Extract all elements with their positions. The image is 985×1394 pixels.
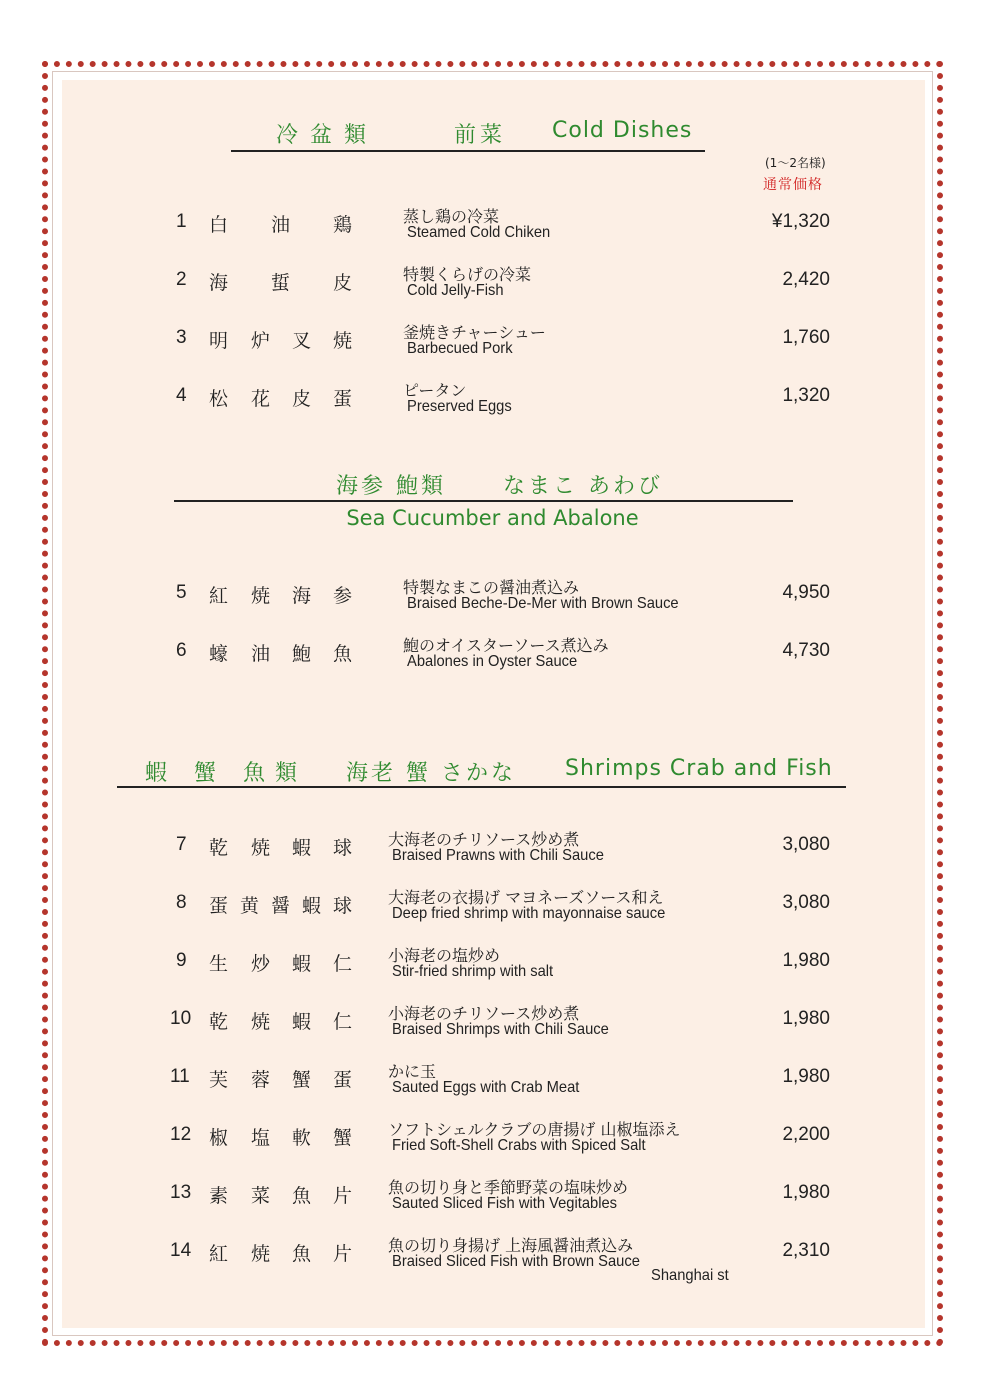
item-number: 2 xyxy=(176,269,187,290)
item-chinese-char: 焼 xyxy=(251,1011,271,1033)
item-chinese-char: 花 xyxy=(251,388,271,410)
item-price: 1,760 xyxy=(782,327,830,348)
item-chinese-char: 油 xyxy=(251,643,271,665)
item-chinese-char: 菜 xyxy=(251,1185,271,1207)
section-2-rule xyxy=(174,500,793,502)
item-chinese-char: 蝦 xyxy=(292,837,312,859)
item-chinese-char: 軟 xyxy=(292,1127,312,1149)
item-english-name: Fried Soft-Shell Crabs with Spiced Salt xyxy=(392,1137,646,1154)
item-english-name: Braised Prawns with Chili Sauce xyxy=(392,847,604,864)
section-2-heading-en: Sea Cucumber and Abalone xyxy=(346,506,639,530)
item-english-name: Steamed Cold Chiken xyxy=(407,224,551,241)
item-japanese-name: 大海老のチリソース炒め煮 xyxy=(388,830,580,849)
section-2-heading-jp: なまこ あわび xyxy=(503,474,663,499)
item-chinese-char: 魚 xyxy=(333,643,353,665)
item-number: 12 xyxy=(170,1124,192,1145)
item-japanese-name: 小海老のチリソース炒め煮 xyxy=(388,1004,580,1023)
item-chinese-char: 蜇 xyxy=(271,272,291,294)
item-chinese-char: 紅 xyxy=(209,585,229,607)
item-number: 3 xyxy=(176,327,187,348)
item-chinese-char: 蟹 xyxy=(333,1127,353,1149)
price-header-note: (1～2名様) xyxy=(765,156,826,170)
item-number: 6 xyxy=(176,640,187,661)
item-chinese-char: 炒 xyxy=(251,953,271,975)
item-english-name: Braised Sliced Fish with Brown Sauce xyxy=(392,1253,640,1270)
item-price: 1,320 xyxy=(782,385,830,406)
item-japanese-name: 特製なまこの醤油煮込み xyxy=(403,578,580,597)
item-chinese-char: 仁 xyxy=(333,1011,353,1033)
item-japanese-name: 特製くらげの冷菜 xyxy=(403,265,532,284)
item-chinese-char: 乾 xyxy=(209,1011,229,1033)
item-chinese-char: 球 xyxy=(333,837,353,859)
item-english-name: Preserved Eggs xyxy=(407,398,512,415)
item-chinese-char: 蛋 xyxy=(333,1069,353,1091)
item-japanese-name: 小海老の塩炒め xyxy=(388,946,501,965)
item-english-name: Sauted Sliced Fish with Vegitables xyxy=(392,1195,618,1212)
item-chinese-char: 海 xyxy=(292,585,312,607)
item-price: 2,200 xyxy=(782,1124,830,1145)
item-chinese-char: 炉 xyxy=(251,330,271,352)
item-number: 14 xyxy=(170,1240,192,1261)
item-chinese-char: 海 xyxy=(209,272,229,294)
item-japanese-name: 魚の切り身と季節野菜の塩味炒め xyxy=(388,1178,629,1197)
item-english-name: Cold Jelly-Fish xyxy=(407,282,504,299)
item-japanese-name: 大海老の衣揚げ マヨネーズソース和え xyxy=(388,888,664,907)
section-3-heading-jp: 海老 蟹 さかな xyxy=(346,761,516,786)
item-chinese-char: 叉 xyxy=(292,330,312,352)
section-2-heading-cjk: 海参 鮑類 xyxy=(336,474,446,499)
section-1-heading-en: Cold Dishes xyxy=(552,118,693,143)
item-chinese-char: 蟹 xyxy=(292,1069,312,1091)
item-chinese-char: 片 xyxy=(333,1243,353,1265)
item-number: 11 xyxy=(170,1066,190,1087)
item-chinese-char: 蝦 xyxy=(292,1011,312,1033)
section-3-rule xyxy=(117,786,846,788)
item-chinese-char: 焼 xyxy=(251,585,271,607)
item-japanese-name: ソフトシェルクラブの唐揚げ 山椒塩添え xyxy=(388,1120,681,1139)
item-chinese-char: 塩 xyxy=(251,1127,271,1149)
section-1-rule xyxy=(231,150,705,152)
item-english-name: Barbecued Pork xyxy=(407,340,513,357)
item-english-note: Shanghai st xyxy=(651,1267,729,1284)
item-number: 9 xyxy=(176,950,187,971)
item-chinese-char: 鮑 xyxy=(292,643,312,665)
item-number: 13 xyxy=(170,1182,192,1203)
item-chinese-char: 醤 xyxy=(271,895,291,917)
item-chinese-char: 黄 xyxy=(240,895,260,917)
item-price: 1,980 xyxy=(782,1066,830,1087)
item-chinese-char: 参 xyxy=(333,585,353,607)
item-english-name: Deep fried shrimp with mayonnaise sauce xyxy=(392,905,666,922)
item-chinese-char: 焼 xyxy=(251,837,271,859)
item-chinese-char: 球 xyxy=(333,895,353,917)
item-chinese-char: 焼 xyxy=(251,1243,271,1265)
item-chinese-char: 蝦 xyxy=(302,895,322,917)
item-japanese-name: 鮑のオイスターソース煮込み xyxy=(403,636,609,655)
item-chinese-char: 蛋 xyxy=(209,895,229,917)
price-header-label: 通常価格 xyxy=(763,177,823,193)
item-price: 2,420 xyxy=(782,269,830,290)
item-chinese-char: 蓉 xyxy=(251,1069,271,1091)
item-japanese-name: かに玉 xyxy=(388,1062,437,1081)
item-price: ¥1,320 xyxy=(771,211,830,232)
item-chinese-char: 油 xyxy=(271,214,291,236)
item-chinese-char: 蛋 xyxy=(333,388,353,410)
item-chinese-char: 皮 xyxy=(292,388,312,410)
item-chinese-char: 鶏 xyxy=(333,214,353,236)
item-number: 5 xyxy=(176,582,187,603)
item-english-name: Abalones in Oyster Sauce xyxy=(407,653,578,670)
item-chinese-char: 蠔 xyxy=(209,643,229,665)
item-number: 4 xyxy=(176,385,187,406)
item-chinese-char: 皮 xyxy=(333,272,353,294)
item-price: 1,980 xyxy=(782,950,830,971)
item-price: 3,080 xyxy=(782,834,830,855)
item-chinese-char: 白 xyxy=(209,214,229,236)
item-price: 4,730 xyxy=(782,640,830,661)
item-chinese-char: 乾 xyxy=(209,837,229,859)
item-chinese-char: 芙 xyxy=(209,1069,229,1091)
item-number: 7 xyxy=(176,834,187,855)
item-price: 3,080 xyxy=(782,892,830,913)
item-price: 2,310 xyxy=(782,1240,830,1261)
item-english-name: Stir-fried shrimp with salt xyxy=(392,963,554,980)
section-1-heading-jp: 前菜 xyxy=(454,123,507,148)
item-number: 8 xyxy=(176,892,187,913)
item-chinese-char: 片 xyxy=(333,1185,353,1207)
item-chinese-char: 生 xyxy=(209,953,229,975)
item-english-name: Braised Shrimps with Chili Sauce xyxy=(392,1021,609,1038)
item-japanese-name: 蒸し鶏の冷菜 xyxy=(403,207,500,226)
item-chinese-char: 素 xyxy=(209,1185,229,1207)
item-english-name: Braised Beche-De-Mer with Brown Sauce xyxy=(407,595,679,612)
item-chinese-char: 椒 xyxy=(209,1127,229,1149)
item-chinese-char: 松 xyxy=(209,388,229,410)
item-japanese-name: ピータン xyxy=(403,381,467,400)
item-english-name: Sauted Eggs with Crab Meat xyxy=(392,1079,580,1096)
item-chinese-char: 焼 xyxy=(333,330,353,352)
section-3-heading-cjk: 蝦 蟹 魚類 xyxy=(145,761,307,786)
item-price: 4,950 xyxy=(782,582,830,603)
item-price: 1,980 xyxy=(782,1182,830,1203)
item-price: 1,980 xyxy=(782,1008,830,1029)
item-chinese-char: 魚 xyxy=(292,1185,312,1207)
item-number: 1 xyxy=(176,211,187,232)
item-japanese-name: 魚の切り身揚げ 上海風醤油煮込み xyxy=(388,1236,634,1255)
item-chinese-char: 明 xyxy=(209,330,229,352)
item-chinese-char: 蝦 xyxy=(292,953,312,975)
item-chinese-char: 仁 xyxy=(333,953,353,975)
item-japanese-name: 釜焼きチャーシュー xyxy=(403,323,546,342)
section-1-heading-cjk: 冷盆類 xyxy=(276,123,379,148)
section-3-heading-en: Shrimps Crab and Fish xyxy=(565,756,833,781)
item-number: 10 xyxy=(170,1008,192,1029)
item-chinese-char: 紅 xyxy=(209,1243,229,1265)
item-chinese-char: 魚 xyxy=(292,1243,312,1265)
